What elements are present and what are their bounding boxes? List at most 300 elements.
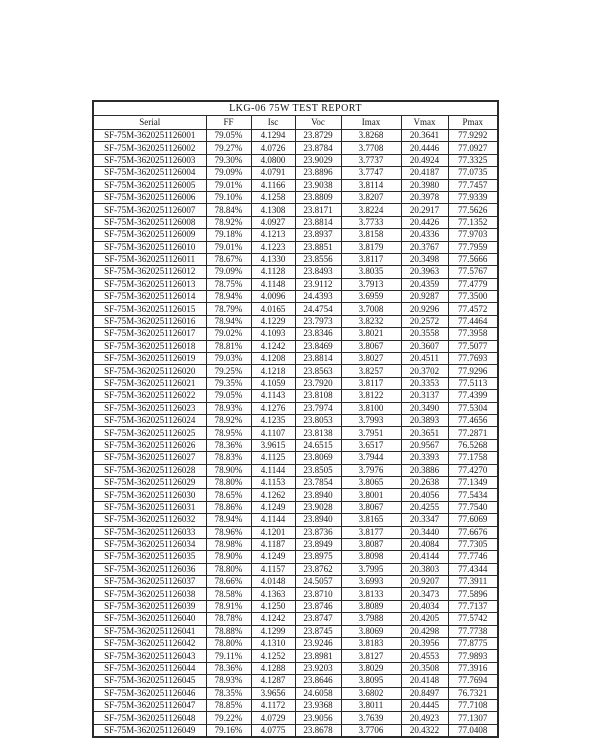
cell-vmax: 20.4924 [401, 154, 448, 166]
cell-ff: 78.78% [206, 613, 251, 625]
cell-serial: SF-75M-3620251126037 [93, 576, 206, 588]
table-row [93, 563, 498, 575]
cell-isc: 4.1166 [251, 179, 295, 191]
cell-voc: 23.9028 [295, 501, 341, 513]
cell-pmax: 77.3916 [448, 662, 498, 674]
cell-ff: 78.95% [206, 427, 251, 439]
cell-voc: 24.6515 [295, 439, 341, 451]
cell-serial: SF-75M-3620251126036 [93, 563, 206, 575]
cell-pmax: 77.9339 [448, 191, 498, 203]
cell-voc: 23.8940 [295, 514, 341, 526]
cell-voc: 24.5057 [295, 576, 341, 588]
cell-isc: 4.1242 [251, 340, 295, 352]
table-row [93, 452, 498, 464]
cell-imax: 3.8001 [341, 489, 401, 501]
cell-imax: 3.8029 [341, 662, 401, 674]
cell-serial: SF-75M-3620251126045 [93, 675, 206, 687]
cell-imax: 3.8268 [341, 130, 401, 142]
table-row [93, 489, 498, 501]
table-row [93, 229, 498, 241]
cell-vmax: 20.4359 [401, 278, 448, 290]
cell-serial: SF-75M-3620251126034 [93, 538, 206, 550]
cell-serial: SF-75M-3620251126008 [93, 216, 206, 228]
cell-voc: 23.7920 [295, 377, 341, 389]
cell-imax: 3.7993 [341, 414, 401, 426]
cell-pmax: 77.5742 [448, 613, 498, 625]
cell-serial: SF-75M-3620251126024 [93, 414, 206, 426]
cell-serial: SF-75M-3620251126011 [93, 253, 206, 265]
cell-ff: 79.11% [206, 650, 251, 662]
cell-ff: 79.09% [206, 266, 251, 278]
cell-imax: 3.7737 [341, 154, 401, 166]
table-row [93, 538, 498, 550]
cell-serial: SF-75M-3620251126029 [93, 476, 206, 488]
cell-ff: 78.98% [206, 538, 251, 550]
cell-pmax: 77.0927 [448, 142, 498, 154]
cell-isc: 4.0148 [251, 576, 295, 588]
cell-imax: 3.8127 [341, 650, 401, 662]
cell-isc: 4.1223 [251, 241, 295, 253]
table-row [93, 600, 498, 612]
cell-ff: 78.92% [206, 216, 251, 228]
cell-vmax: 20.4205 [401, 613, 448, 625]
table-row [93, 724, 498, 737]
cell-isc: 4.1125 [251, 452, 295, 464]
cell-serial: SF-75M-3620251126040 [93, 613, 206, 625]
table-row [93, 377, 498, 389]
cell-isc: 4.1287 [251, 675, 295, 687]
cell-isc: 4.1144 [251, 464, 295, 476]
table-row [93, 414, 498, 426]
table-row [93, 650, 498, 662]
cell-pmax: 77.4399 [448, 390, 498, 402]
table-row [93, 402, 498, 414]
cell-ff: 78.90% [206, 551, 251, 563]
cell-ff: 79.09% [206, 167, 251, 179]
cell-isc: 4.1153 [251, 476, 295, 488]
cell-vmax: 20.3886 [401, 464, 448, 476]
cell-imax: 3.8257 [341, 365, 401, 377]
table-row [93, 439, 498, 451]
cell-imax: 3.8122 [341, 390, 401, 402]
cell-ff: 78.92% [206, 414, 251, 426]
cell-vmax: 20.3473 [401, 588, 448, 600]
cell-isc: 4.1308 [251, 204, 295, 216]
cell-voc: 23.8762 [295, 563, 341, 575]
table-row [93, 687, 498, 699]
cell-vmax: 20.9296 [401, 303, 448, 315]
cell-imax: 3.7008 [341, 303, 401, 315]
cell-vmax: 20.4446 [401, 142, 448, 154]
cell-pmax: 77.3911 [448, 576, 498, 588]
cell-voc: 23.8171 [295, 204, 341, 216]
cell-vmax: 20.3767 [401, 241, 448, 253]
cell-isc: 4.1128 [251, 266, 295, 278]
cell-vmax: 20.3558 [401, 328, 448, 340]
cell-serial: SF-75M-3620251126027 [93, 452, 206, 464]
cell-ff: 79.27% [206, 142, 251, 154]
cell-vmax: 20.4553 [401, 650, 448, 662]
cell-voc: 23.8747 [295, 613, 341, 625]
cell-serial: SF-75M-3620251126012 [93, 266, 206, 278]
cell-isc: 4.1276 [251, 402, 295, 414]
cell-ff: 78.84% [206, 204, 251, 216]
cell-ff: 79.35% [206, 377, 251, 389]
cell-pmax: 77.4344 [448, 563, 498, 575]
cell-vmax: 20.3440 [401, 526, 448, 538]
column-header-pmax: Pmax [448, 116, 498, 130]
cell-ff: 78.80% [206, 638, 251, 650]
cell-vmax: 20.3353 [401, 377, 448, 389]
cell-pmax: 77.5666 [448, 253, 498, 265]
cell-pmax: 77.9296 [448, 365, 498, 377]
cell-serial: SF-75M-3620251126023 [93, 402, 206, 414]
table-row [93, 551, 498, 563]
cell-vmax: 20.3393 [401, 452, 448, 464]
table-row [93, 588, 498, 600]
cell-voc: 24.6058 [295, 687, 341, 699]
cell-ff: 78.85% [206, 699, 251, 711]
cell-isc: 4.0927 [251, 216, 295, 228]
cell-imax: 3.8027 [341, 353, 401, 365]
cell-ff: 78.36% [206, 662, 251, 674]
cell-ff: 79.02% [206, 328, 251, 340]
cell-serial: SF-75M-3620251126038 [93, 588, 206, 600]
cell-imax: 3.8183 [341, 638, 401, 650]
cell-isc: 4.1250 [251, 600, 295, 612]
cell-isc: 4.1299 [251, 625, 295, 637]
cell-vmax: 20.3980 [401, 179, 448, 191]
cell-isc: 4.1252 [251, 650, 295, 662]
cell-ff: 79.18% [206, 229, 251, 241]
cell-serial: SF-75M-3620251126048 [93, 712, 206, 724]
table-row [93, 662, 498, 674]
table-row [93, 266, 498, 278]
cell-isc: 4.1229 [251, 315, 295, 327]
cell-ff: 78.94% [206, 315, 251, 327]
cell-pmax: 77.1758 [448, 452, 498, 464]
cell-vmax: 20.4034 [401, 600, 448, 612]
cell-vmax: 20.4255 [401, 501, 448, 513]
cell-pmax: 77.8775 [448, 638, 498, 650]
cell-pmax: 77.0735 [448, 167, 498, 179]
cell-ff: 78.81% [206, 340, 251, 352]
cell-pmax: 77.6069 [448, 514, 498, 526]
cell-pmax: 77.5434 [448, 489, 498, 501]
cell-serial: SF-75M-3620251126013 [93, 278, 206, 290]
cell-imax: 3.7706 [341, 724, 401, 737]
cell-pmax: 77.7694 [448, 675, 498, 687]
cell-serial: SF-75M-3620251126006 [93, 191, 206, 203]
cell-serial: SF-75M-3620251126042 [93, 638, 206, 650]
cell-isc: 4.0775 [251, 724, 295, 737]
cell-isc: 4.1157 [251, 563, 295, 575]
table-row [93, 154, 498, 166]
cell-serial: SF-75M-3620251126044 [93, 662, 206, 674]
cell-isc: 4.1363 [251, 588, 295, 600]
table-row [93, 712, 498, 724]
cell-ff: 79.01% [206, 241, 251, 253]
cell-serial: SF-75M-3620251126014 [93, 291, 206, 303]
cell-ff: 79.25% [206, 365, 251, 377]
cell-isc: 4.1213 [251, 229, 295, 241]
cell-imax: 3.8067 [341, 340, 401, 352]
cell-pmax: 77.4464 [448, 315, 498, 327]
header-row [93, 116, 498, 130]
cell-vmax: 20.4298 [401, 625, 448, 637]
cell-vmax: 20.3978 [401, 191, 448, 203]
cell-imax: 3.8087 [341, 538, 401, 550]
cell-pmax: 77.1349 [448, 476, 498, 488]
cell-serial: SF-75M-3620251126049 [93, 724, 206, 737]
cell-imax: 3.8117 [341, 377, 401, 389]
cell-isc: 4.1288 [251, 662, 295, 674]
cell-voc: 23.8745 [295, 625, 341, 637]
cell-pmax: 77.5626 [448, 204, 498, 216]
cell-serial: SF-75M-3620251126009 [93, 229, 206, 241]
cell-pmax: 77.7540 [448, 501, 498, 513]
cell-serial: SF-75M-3620251126030 [93, 489, 206, 501]
cell-vmax: 20.4336 [401, 229, 448, 241]
cell-pmax: 77.6676 [448, 526, 498, 538]
table-row [93, 501, 498, 513]
cell-pmax: 77.5304 [448, 402, 498, 414]
cell-voc: 23.7974 [295, 402, 341, 414]
test-report-table [92, 100, 499, 738]
cell-serial: SF-75M-3620251126017 [93, 328, 206, 340]
cell-ff: 78.94% [206, 291, 251, 303]
cell-voc: 23.8736 [295, 526, 341, 538]
cell-vmax: 20.9567 [401, 439, 448, 451]
cell-vmax: 20.3347 [401, 514, 448, 526]
cell-ff: 78.88% [206, 625, 251, 637]
cell-imax: 3.8095 [341, 675, 401, 687]
cell-pmax: 77.5896 [448, 588, 498, 600]
cell-ff: 78.75% [206, 278, 251, 290]
cell-voc: 23.9029 [295, 154, 341, 166]
cell-voc: 23.8937 [295, 229, 341, 241]
cell-isc: 4.1330 [251, 253, 295, 265]
cell-voc: 23.8746 [295, 600, 341, 612]
cell-imax: 3.7639 [341, 712, 401, 724]
table-row [93, 253, 498, 265]
cell-ff: 79.03% [206, 353, 251, 365]
table-row [93, 130, 498, 142]
cell-voc: 23.8809 [295, 191, 341, 203]
cell-isc: 4.1148 [251, 278, 295, 290]
table-row [93, 216, 498, 228]
cell-pmax: 77.4656 [448, 414, 498, 426]
table-row [93, 328, 498, 340]
cell-imax: 3.8165 [341, 514, 401, 526]
cell-vmax: 20.8497 [401, 687, 448, 699]
cell-ff: 79.22% [206, 712, 251, 724]
cell-serial: SF-75M-3620251126015 [93, 303, 206, 315]
cell-pmax: 77.3500 [448, 291, 498, 303]
cell-isc: 4.1144 [251, 514, 295, 526]
cell-ff: 78.86% [206, 501, 251, 513]
cell-ff: 78.66% [206, 576, 251, 588]
cell-imax: 3.7733 [341, 216, 401, 228]
cell-serial: SF-75M-3620251126010 [93, 241, 206, 253]
cell-pmax: 77.9703 [448, 229, 498, 241]
cell-imax: 3.8179 [341, 241, 401, 253]
cell-isc: 4.1201 [251, 526, 295, 538]
table-row [93, 315, 498, 327]
cell-isc: 4.1208 [251, 353, 295, 365]
cell-ff: 79.16% [206, 724, 251, 737]
cell-ff: 78.35% [206, 687, 251, 699]
cell-imax: 3.7951 [341, 427, 401, 439]
cell-vmax: 20.4148 [401, 675, 448, 687]
cell-serial: SF-75M-3620251126035 [93, 551, 206, 563]
cell-isc: 4.1059 [251, 377, 295, 389]
cell-imax: 3.8177 [341, 526, 401, 538]
cell-vmax: 20.3498 [401, 253, 448, 265]
table-row [93, 303, 498, 315]
table-row [93, 191, 498, 203]
cell-vmax: 20.3956 [401, 638, 448, 650]
cell-voc: 23.8556 [295, 253, 341, 265]
cell-vmax: 20.3137 [401, 390, 448, 402]
cell-serial: SF-75M-3620251126039 [93, 600, 206, 612]
cell-serial: SF-75M-3620251126002 [93, 142, 206, 154]
table-row [93, 365, 498, 377]
table-row [93, 526, 498, 538]
cell-pmax: 77.4270 [448, 464, 498, 476]
cell-isc: 4.1172 [251, 699, 295, 711]
cell-voc: 23.8710 [295, 588, 341, 600]
cell-ff: 79.10% [206, 191, 251, 203]
cell-voc: 23.8784 [295, 142, 341, 154]
cell-voc: 23.7854 [295, 476, 341, 488]
cell-vmax: 20.9207 [401, 576, 448, 588]
table-row [93, 613, 498, 625]
cell-serial: SF-75M-3620251126022 [93, 390, 206, 402]
cell-voc: 24.4393 [295, 291, 341, 303]
cell-ff: 78.96% [206, 526, 251, 538]
cell-pmax: 77.1307 [448, 712, 498, 724]
cell-voc: 23.8469 [295, 340, 341, 352]
cell-serial: SF-75M-3620251126018 [93, 340, 206, 352]
table-body [93, 130, 498, 738]
cell-voc: 23.8505 [295, 464, 341, 476]
table-row [93, 514, 498, 526]
table-row [93, 340, 498, 352]
column-header-vmax: Vmax [401, 116, 448, 130]
cell-pmax: 77.2871 [448, 427, 498, 439]
cell-ff: 78.80% [206, 563, 251, 575]
column-header-ff: FF [206, 116, 251, 130]
cell-isc: 4.1294 [251, 130, 295, 142]
cell-voc: 23.8729 [295, 130, 341, 142]
cell-vmax: 20.3702 [401, 365, 448, 377]
cell-voc: 23.8346 [295, 328, 341, 340]
report-title: LKG-06 75W TEST REPORT [93, 101, 498, 116]
cell-pmax: 77.7108 [448, 699, 498, 711]
cell-imax: 3.8035 [341, 266, 401, 278]
cell-imax: 3.7708 [341, 142, 401, 154]
cell-voc: 23.8975 [295, 551, 341, 563]
cell-imax: 3.7988 [341, 613, 401, 625]
table-row [93, 464, 498, 476]
cell-pmax: 77.5077 [448, 340, 498, 352]
cell-imax: 3.7976 [341, 464, 401, 476]
table-row [93, 675, 498, 687]
cell-imax: 3.8069 [341, 625, 401, 637]
cell-imax: 3.6517 [341, 439, 401, 451]
cell-isc: 4.1242 [251, 613, 295, 625]
cell-serial: SF-75M-3620251126020 [93, 365, 206, 377]
cell-voc: 23.9056 [295, 712, 341, 724]
cell-voc: 23.7973 [295, 315, 341, 327]
cell-imax: 3.7747 [341, 167, 401, 179]
cell-imax: 3.8011 [341, 699, 401, 711]
cell-ff: 78.79% [206, 303, 251, 315]
table-row [93, 241, 498, 253]
cell-pmax: 77.7959 [448, 241, 498, 253]
column-header-voc: Voc [295, 116, 341, 130]
cell-voc: 23.8646 [295, 675, 341, 687]
cell-voc: 23.9246 [295, 638, 341, 650]
cell-voc: 23.8981 [295, 650, 341, 662]
cell-isc: 4.0165 [251, 303, 295, 315]
cell-ff: 79.30% [206, 154, 251, 166]
cell-serial: SF-75M-3620251126025 [93, 427, 206, 439]
cell-imax: 3.8089 [341, 600, 401, 612]
cell-imax: 3.8114 [341, 179, 401, 191]
cell-voc: 23.8896 [295, 167, 341, 179]
cell-vmax: 20.4511 [401, 353, 448, 365]
cell-voc: 23.8814 [295, 353, 341, 365]
cell-imax: 3.8207 [341, 191, 401, 203]
cell-pmax: 77.9893 [448, 650, 498, 662]
cell-voc: 23.8949 [295, 538, 341, 550]
cell-voc: 23.8563 [295, 365, 341, 377]
column-header-isc: Isc [251, 116, 295, 130]
cell-pmax: 77.5767 [448, 266, 498, 278]
cell-voc: 23.8851 [295, 241, 341, 253]
cell-isc: 4.0726 [251, 142, 295, 154]
cell-vmax: 20.4144 [401, 551, 448, 563]
cell-pmax: 77.3958 [448, 328, 498, 340]
cell-voc: 23.8138 [295, 427, 341, 439]
cell-serial: SF-75M-3620251126003 [93, 154, 206, 166]
table-row [93, 353, 498, 365]
cell-imax: 3.6993 [341, 576, 401, 588]
cell-serial: SF-75M-3620251126007 [93, 204, 206, 216]
table-row [93, 142, 498, 154]
cell-pmax: 77.4779 [448, 278, 498, 290]
cell-pmax: 77.7137 [448, 600, 498, 612]
cell-vmax: 20.4445 [401, 699, 448, 711]
cell-isc: 4.1093 [251, 328, 295, 340]
cell-ff: 78.93% [206, 402, 251, 414]
cell-serial: SF-75M-3620251126004 [93, 167, 206, 179]
cell-voc: 23.9203 [295, 662, 341, 674]
cell-isc: 4.1258 [251, 191, 295, 203]
cell-vmax: 20.4426 [401, 216, 448, 228]
cell-imax: 3.6959 [341, 291, 401, 303]
cell-voc: 23.8940 [295, 489, 341, 501]
cell-pmax: 77.7746 [448, 551, 498, 563]
cell-serial: SF-75M-3620251126005 [93, 179, 206, 191]
cell-imax: 3.8117 [341, 253, 401, 265]
cell-ff: 78.80% [206, 476, 251, 488]
cell-isc: 3.9656 [251, 687, 295, 699]
cell-serial: SF-75M-3620251126041 [93, 625, 206, 637]
cell-pmax: 76.7321 [448, 687, 498, 699]
